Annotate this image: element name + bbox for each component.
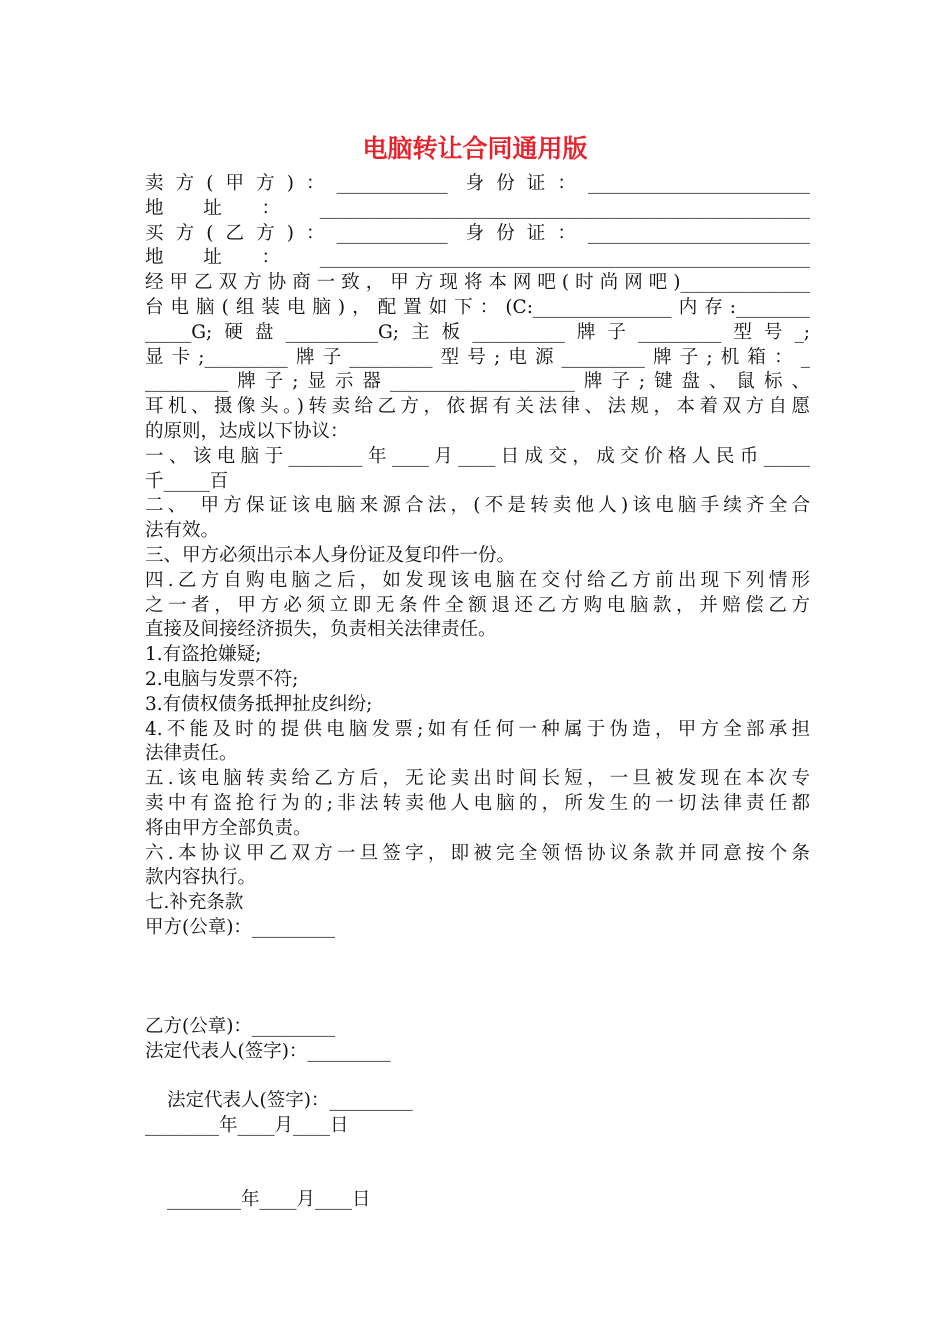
- paragraph-line: 耳机、摄像头。)转卖给乙方，依据有关法律、法规，本着双方自愿: [145, 396, 810, 418]
- clause-seven-line: 七.补充条款: [145, 892, 244, 914]
- clause-four-line: 直接及间接经济损失，负责相关法律责任。: [145, 619, 497, 641]
- contract-body: [145, 172, 810, 1213]
- legal-rep-signature-line: 法定代表人(签字)：_________: [167, 1090, 413, 1112]
- legal-rep-signature-line: 法定代表人(签字)：_________: [145, 1040, 391, 1062]
- clause-five-line: 五.该电脑转卖给乙方后，无论卖出时间长短，一旦被发现在本次专: [145, 768, 810, 790]
- paragraph-line: 显卡;_________牌子_________型号;电源_________牌子;机箱：_: [145, 346, 810, 368]
- buyer-line: 买方(乙方)：____________ 身份证：________________________: [145, 222, 810, 244]
- clause-six-line: 六.本协议甲乙双方一旦签字，即被完全领悟协议条款并同意按个条: [145, 842, 810, 864]
- clause-five-line: 将由甲方全部负责。: [145, 817, 312, 839]
- paragraph-line: 经甲乙双方协商一致，甲方现将本网吧(时尚网吧)______________: [145, 272, 810, 294]
- list-item: 3.有债权债务抵押扯皮纠纷;: [145, 693, 373, 715]
- seller-address-line: 地址：_____________________________________________________: [145, 197, 810, 219]
- paragraph-line: _________牌子;显示器____________________牌子;键盘、鼠标、: [145, 371, 810, 393]
- paragraph-line: _____G;硬盘__________G;主板__________牌子_________型号_;: [145, 321, 810, 343]
- clause-two-line: 法有效。: [145, 520, 220, 542]
- buyer-address-line: 地址：_____________________________________________________: [145, 247, 810, 269]
- list-item: 4.不能及时的提供电脑发票;如有任何一种属于伪造，甲方全部承担: [145, 718, 810, 740]
- seller-line: 卖方(甲方)：____________ 身份证：________________________: [145, 173, 810, 194]
- clause-three-line: 三、甲方必须出示本人身份证及复印件一份。: [145, 544, 516, 566]
- page-title: 电脑转让合同通用版: [362, 134, 588, 163]
- party-b-seal-line: 乙方(公章)：_________: [145, 1015, 336, 1037]
- clause-six-line: 款内容执行。: [145, 867, 257, 889]
- clause-two-line: 二、 甲方保证该电脑来源合法，(不是转卖他人)该电脑手续齐全合: [145, 495, 810, 517]
- date-line: ________年____月____日: [167, 1189, 371, 1211]
- paragraph-line: 的原则，达成以下协议：: [145, 420, 349, 442]
- clause-one-line: 一、该电脑于________年____月____日成交，成交价格人民币_____: [145, 445, 810, 467]
- list-item: 1.有盗抢嫌疑;: [145, 644, 262, 666]
- clause-one-line: 千_____百: [145, 470, 229, 492]
- clause-four-line: 四.乙方自购电脑之后，如发现该电脑在交付给乙方前出现下列情形: [145, 569, 810, 591]
- list-item: 2.电脑与发票不符;: [145, 668, 299, 690]
- date-line: ________年____月____日: [145, 1114, 349, 1136]
- paragraph-line: 台电脑(组装电脑)，配置如下：(C:_______________内存:________: [145, 296, 810, 318]
- clause-five-line: 卖中有盗抢行为的;非法转卖他人电脑的，所发生的一切法律责任都: [145, 792, 810, 814]
- clause-four-line: 之一者，甲方必须立即无条件全额退还乙方购电脑款，并赔偿乙方: [145, 594, 810, 616]
- list-item: 法律责任。: [145, 743, 238, 765]
- party-a-seal-line: 甲方(公章)：_________: [145, 916, 336, 938]
